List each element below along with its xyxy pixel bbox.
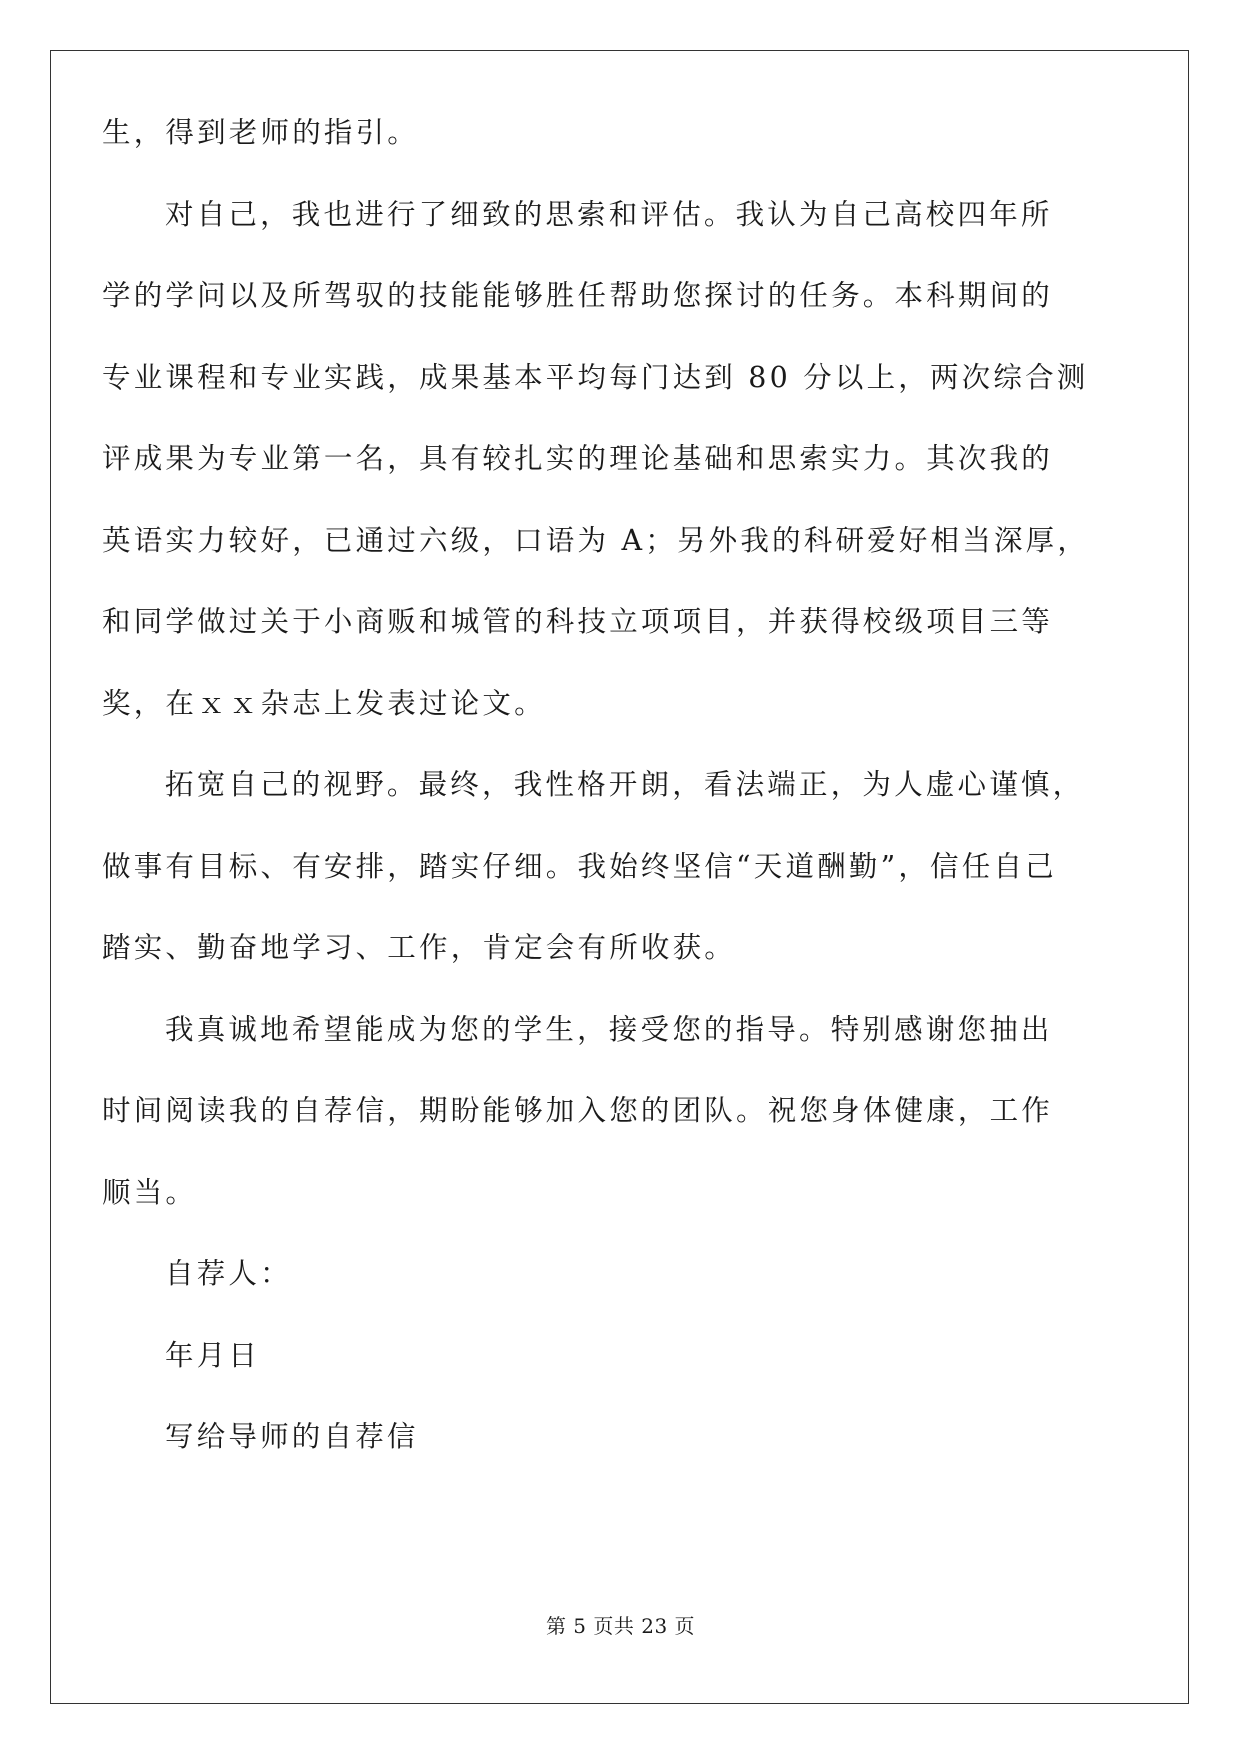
- text-line: 顺当。: [102, 1175, 198, 1209]
- page-number: 第 5 页: [545, 1614, 614, 1638]
- date-line: 年月日: [165, 1338, 261, 1372]
- text-line: 拓宽自己的视野。最终，我性格开朗，看法端正，为人虚心谨慎，: [165, 768, 1085, 801]
- signature-label: 自荐人：: [165, 1257, 292, 1290]
- text-line: 和同学做过关于小商贩和城管的科技立项项目，并获得校级项目三等: [102, 605, 1054, 638]
- text-line: 英语实力较好，已通过六级，口语为 A；另外我的科研爱好相当深厚，: [102, 523, 1090, 557]
- text-line: 对自己，我也进行了细致的思索和评估。我认为自己高校四年所: [165, 197, 1053, 231]
- section-title: 写给导师的自荐信: [165, 1420, 419, 1453]
- text-line: 生，得到老师的指引。: [102, 116, 420, 149]
- text-line: 评成果为专业第一名，具有较扎实的理论基础和思索实力。其次我的: [102, 442, 1054, 475]
- text-line: 奖，在ｘｘ杂志上发表过论文。: [102, 686, 546, 720]
- text-line: 学的学问以及所驾驭的技能能够胜任帮助您探讨的任务。本科期间的: [102, 279, 1054, 312]
- page-footer: [0, 1610, 1241, 1639]
- text-line: 专业课程和专业实践，成果基本平均每门达到 80 分以上，两次综合测: [102, 360, 1089, 394]
- text-line: 做事有目标、有安排，踏实仔细。我始终坚信“天道酬勤”，信任自己: [102, 849, 1057, 883]
- page-total: 共 23 页: [613, 1614, 696, 1638]
- document-body: [102, 92, 1102, 1478]
- text-line: 我真诚地希望能成为您的学生，接受您的指导。特别感谢您抽出: [165, 1012, 1053, 1046]
- text-line: 踏实、勤奋地学习、工作，肯定会有所收获。: [102, 931, 737, 964]
- text-line: 时间阅读我的自荐信，期盼能够加入您的团队。祝您身体健康，工作: [102, 1094, 1054, 1127]
